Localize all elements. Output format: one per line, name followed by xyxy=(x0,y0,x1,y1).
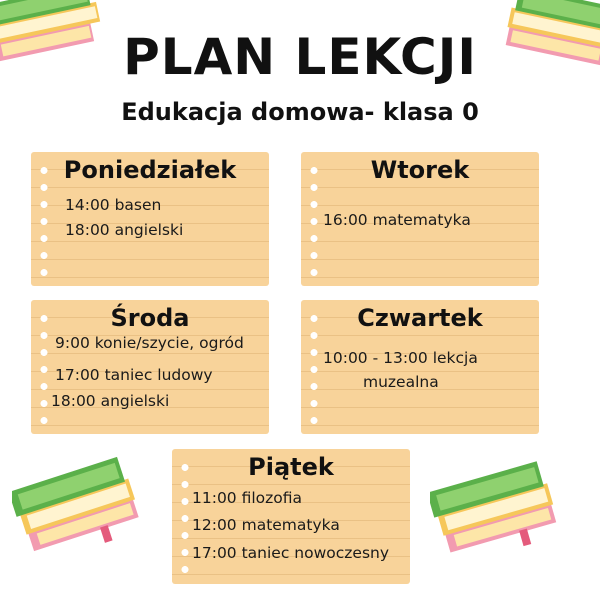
day-title: Poniedziałek xyxy=(63,156,237,184)
day-title: Czwartek xyxy=(357,304,483,332)
page-title: PLAN LEKCJI xyxy=(123,28,477,86)
books-icon-bottom-left xyxy=(12,455,147,555)
day-card-monday xyxy=(31,152,269,286)
day-title: Piątek xyxy=(248,453,334,481)
lesson-entry: 18:00 angielski xyxy=(51,392,170,410)
day-title: Wtorek xyxy=(370,156,470,184)
lesson-entry: muzealna xyxy=(363,373,439,391)
page-subtitle: Edukacja domowa- klasa 0 xyxy=(121,98,479,126)
lesson-entry: 16:00 matematyka xyxy=(323,211,471,229)
books-icon-bottom-right xyxy=(430,458,565,558)
lesson-entry: 14:00 basen xyxy=(65,196,162,214)
day-card-tuesday xyxy=(301,152,539,286)
lesson-entry: 17:00 taniec ludowy xyxy=(55,366,213,384)
day-card-wednesday xyxy=(31,300,269,434)
lesson-entry: 17:00 taniec nowoczesny xyxy=(192,544,390,562)
day-card-thursday xyxy=(301,300,539,434)
lesson-entry: 18:00 angielski xyxy=(65,221,184,239)
lesson-entry: 12:00 matematyka xyxy=(192,516,340,534)
lesson-entry: 11:00 filozofia xyxy=(192,489,303,507)
day-title: Środa xyxy=(110,304,190,332)
lesson-entry: 9:00 konie/szycie, ogród xyxy=(55,334,244,352)
day-card-friday xyxy=(172,449,410,584)
lesson-entry: 10:00 - 13:00 lekcja xyxy=(323,349,478,367)
